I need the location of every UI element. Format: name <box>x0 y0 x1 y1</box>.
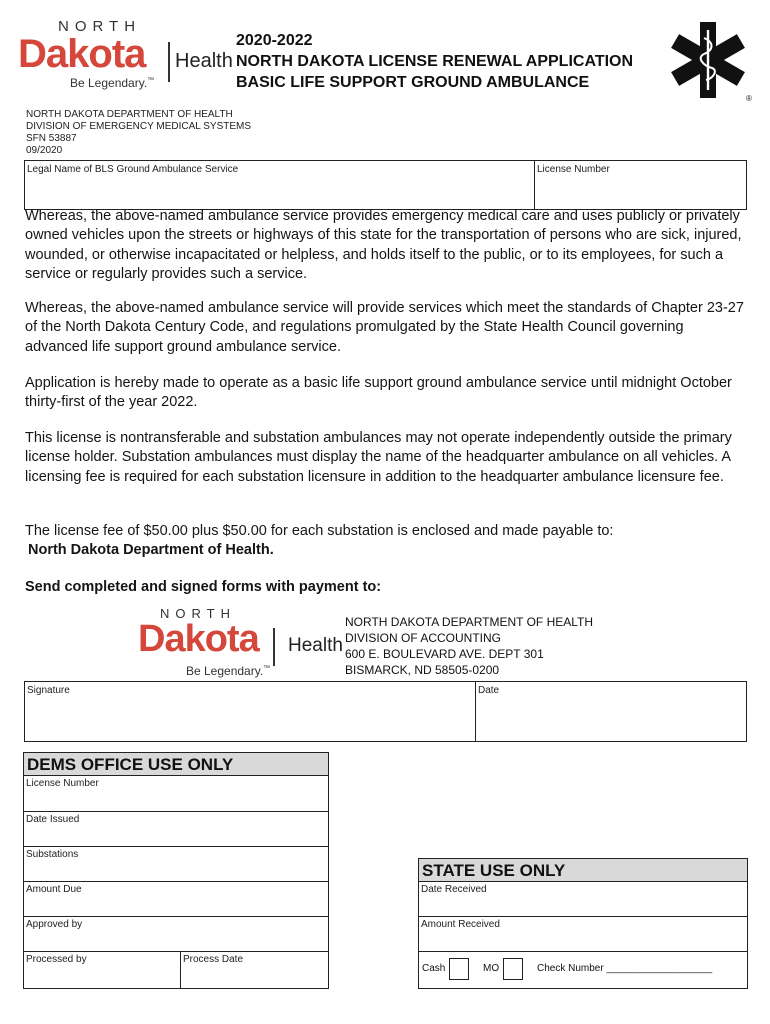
logo-dakota-text: Dakota <box>138 618 259 660</box>
check-number-field[interactable]: Check Number ___________________ <box>537 963 713 974</box>
address-line4: BISMARCK, ND 58505-0200 <box>345 663 500 677</box>
registered-mark: ® <box>746 94 752 103</box>
substations-label: Substations <box>26 849 79 860</box>
state-use-heading: STATE USE ONLY <box>418 858 748 882</box>
logo-dakota-text: Dakota <box>18 32 146 76</box>
process-date-field[interactable] <box>180 951 329 989</box>
date-issued-field[interactable] <box>23 811 329 847</box>
nd-health-logo-small <box>138 604 343 682</box>
logo-tagline: Be Legendary.™ <box>186 664 271 678</box>
date-received-label: Date Received <box>421 884 487 895</box>
legal-name-label: Legal Name of BLS Ground Ambulance Service <box>27 164 239 175</box>
signature-field[interactable] <box>24 681 476 742</box>
license-number-field[interactable] <box>534 160 747 210</box>
dems-license-number-field[interactable] <box>23 775 329 812</box>
dept-line4: 09/2020 <box>26 145 63 156</box>
dept-line3: SFN 53887 <box>26 133 77 144</box>
date-label: Date <box>478 685 500 696</box>
amount-received-label: Amount Received <box>421 919 500 930</box>
logo-north-text: NORTH <box>58 18 142 35</box>
title-years: 2020-2022 <box>236 32 313 49</box>
legal-name-field[interactable] <box>24 160 535 210</box>
paragraph-2: Whereas, the above-named ambulance service will provide services which meet the standards of Chapter 23-27 of the North Dakota Century Code, and regulations promulgated by the State Health Council governing advanced life support ground ambulance service. <box>25 300 744 355</box>
address-line2: DIVISION OF ACCOUNTING <box>345 631 502 645</box>
approved-by-label: Approved by <box>26 919 83 930</box>
address-line3: 600 E. BOULEVARD AVE. DEPT 301 <box>345 647 544 661</box>
title-line3: BASIC LIFE SUPPORT GROUND AMBULANCE <box>236 74 590 91</box>
signature-label: Signature <box>27 685 70 696</box>
cash-checkbox[interactable] <box>449 958 469 980</box>
form-title <box>236 30 676 93</box>
logo-tagline: Be Legendary.™ <box>70 76 155 90</box>
paragraph-3: Application is hereby made to operate as a basic life support ground ambulance service until midnight October thirty-first of the year 2022. <box>25 375 732 411</box>
mo-checkbox[interactable] <box>503 958 523 980</box>
dept-line1: NORTH DAKOTA DEPARTMENT OF HEALTH <box>26 109 233 120</box>
cash-label: Cash <box>422 963 446 974</box>
paragraph-4: This license is nontransferable and substation ambulances may not operate independently outside the primary license holder. Substation ambulances must display the name of the headquarter ambulance on all vehicles. A licensing fee is required for each substation licensure in addition to the headquarter ambulance licensure fee. <box>25 430 732 485</box>
logo-health-text: Health <box>288 635 343 656</box>
paragraph-5: The license fee of $50.00 plus $50.00 for each substation is enclosed and made payable to: <box>25 523 614 539</box>
approved-by-field[interactable] <box>23 916 329 952</box>
process-date-label: Process Date <box>183 954 244 965</box>
logo-health-text: Health <box>175 50 233 72</box>
payment-method-row <box>418 951 748 989</box>
paragraph-1: Whereas, the above-named ambulance service provides emergency medical care and uses publicly or privately owned vehicles upon the streets or highways of this state for the transportation of persons who are sick, injured, wounded, or otherwise incapacitated or helpless, and holds itself to the public, or to its employees, for such a service or regularly provides such a service. <box>25 208 742 282</box>
nd-health-logo <box>18 14 233 94</box>
license-number-label: License Number <box>537 164 610 175</box>
amount-due-field[interactable] <box>23 881 329 917</box>
logo-divider <box>168 42 170 82</box>
star-of-life-icon <box>668 18 752 104</box>
amount-due-label: Amount Due <box>26 884 82 895</box>
amount-received-field[interactable] <box>418 916 748 952</box>
address-line1: NORTH DAKOTA DEPARTMENT OF HEALTH <box>345 615 594 629</box>
processed-by-label: Processed by <box>26 954 87 965</box>
payee-name: North Dakota Department of Health. <box>28 542 274 558</box>
processed-by-field[interactable] <box>23 951 181 989</box>
dems-office-heading: DEMS OFFICE USE ONLY <box>23 752 329 776</box>
dems-license-number-label: License Number <box>26 778 99 789</box>
date-received-field[interactable] <box>418 881 748 917</box>
mailing-address <box>345 614 593 678</box>
send-instructions: Send completed and signed forms with payment to: <box>25 579 382 595</box>
substations-field[interactable] <box>23 846 329 882</box>
date-field[interactable] <box>475 681 747 742</box>
mo-label: MO <box>483 963 500 974</box>
logo-divider <box>273 628 275 666</box>
dept-line2: DIVISION OF EMERGENCY MEDICAL SYSTEMS <box>26 121 252 132</box>
department-info <box>26 109 251 157</box>
logo-north-text: NORTH <box>160 606 236 621</box>
date-issued-label: Date Issued <box>26 814 80 825</box>
title-line2: NORTH DAKOTA LICENSE RENEWAL APPLICATION <box>236 53 634 70</box>
